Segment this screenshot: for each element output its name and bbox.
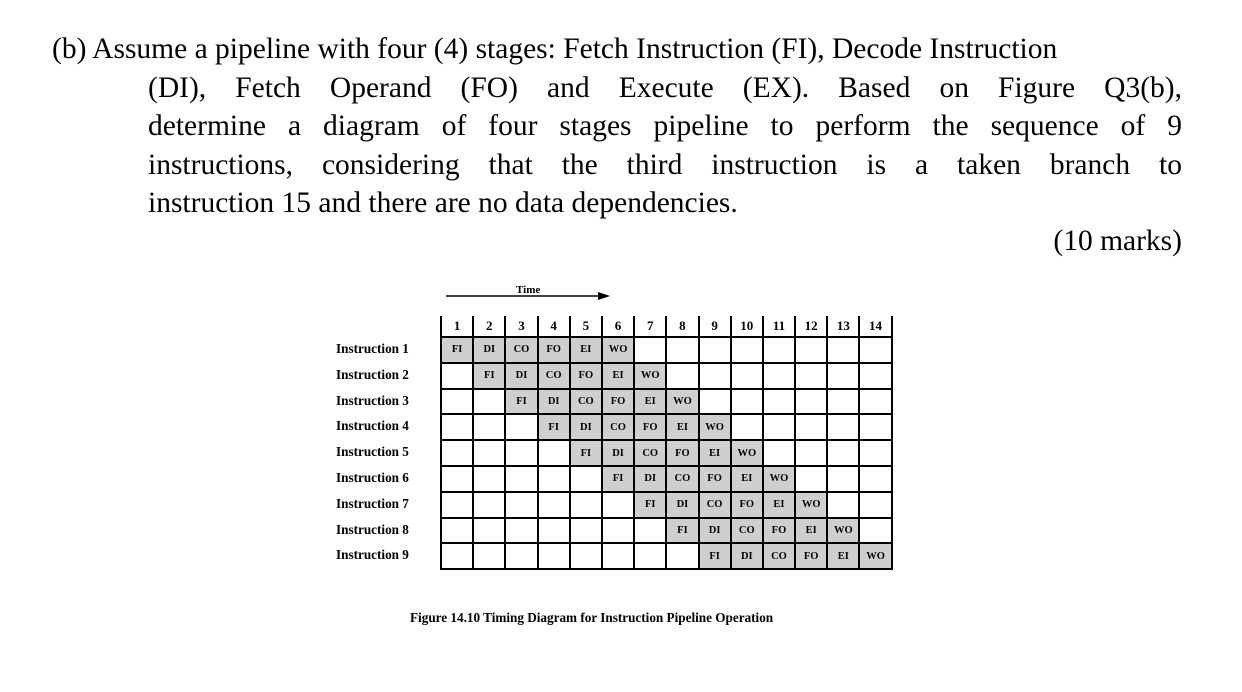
empty-cell xyxy=(763,440,795,466)
time-column-header: 1 xyxy=(441,316,473,337)
empty-cell xyxy=(505,492,537,518)
time-column-header: 13 xyxy=(827,316,859,337)
time-column-header: 11 xyxy=(763,316,795,337)
time-column-header: 5 xyxy=(570,316,602,337)
empty-cell xyxy=(731,389,763,415)
empty-cell xyxy=(538,440,570,466)
empty-cell xyxy=(441,363,473,389)
empty-cell xyxy=(731,414,763,440)
empty-cell xyxy=(795,337,827,363)
row-labels xyxy=(336,338,409,570)
empty-cell xyxy=(795,440,827,466)
stage-cell: CO xyxy=(505,337,537,363)
empty-cell xyxy=(795,389,827,415)
empty-cell xyxy=(827,363,859,389)
empty-cell xyxy=(666,337,698,363)
stage-cell: EI xyxy=(763,492,795,518)
stage-cell: FI xyxy=(602,466,634,492)
time-column-header: 10 xyxy=(731,316,763,337)
empty-cell xyxy=(473,466,505,492)
empty-cell xyxy=(473,543,505,569)
stage-cell: FO xyxy=(795,543,827,569)
empty-cell xyxy=(666,363,698,389)
empty-cell xyxy=(505,543,537,569)
empty-cell xyxy=(570,466,602,492)
empty-cell xyxy=(602,518,634,544)
empty-cell xyxy=(634,543,666,569)
empty-cell xyxy=(441,543,473,569)
figure-caption: Figure 14.10 Timing Diagram for Instruction Pipeline Operation xyxy=(410,610,774,625)
stage-cell: CO xyxy=(763,543,795,569)
empty-cell xyxy=(699,363,731,389)
empty-cell xyxy=(731,363,763,389)
empty-cell xyxy=(634,337,666,363)
instruction-label: Instruction 1 xyxy=(336,341,409,356)
empty-cell xyxy=(473,414,505,440)
stage-cell: CO xyxy=(731,518,763,544)
empty-cell xyxy=(473,492,505,518)
time-column-header: 9 xyxy=(699,316,731,337)
stage-cell: FI xyxy=(538,414,570,440)
empty-cell xyxy=(538,543,570,569)
empty-cell xyxy=(763,363,795,389)
empty-cell xyxy=(441,440,473,466)
empty-cell xyxy=(795,466,827,492)
stage-cell: FI xyxy=(570,440,602,466)
time-column-header: 4 xyxy=(538,316,570,337)
pipeline-timing-table xyxy=(440,316,893,570)
empty-cell xyxy=(859,518,891,544)
stage-cell: FO xyxy=(731,492,763,518)
stage-cell: FI xyxy=(666,518,698,544)
stage-cell: FI xyxy=(634,492,666,518)
stage-cell: DI xyxy=(634,466,666,492)
empty-cell xyxy=(859,492,891,518)
instruction-row xyxy=(441,492,892,518)
time-column-header: 2 xyxy=(473,316,505,337)
stage-cell: FO xyxy=(634,414,666,440)
stage-cell: WO xyxy=(827,518,859,544)
empty-cell xyxy=(699,337,731,363)
question-line-3: determine a diagram of four stages pipeline to perform the sequence of 9 xyxy=(148,110,1182,142)
empty-cell xyxy=(570,518,602,544)
stage-cell: FO xyxy=(763,518,795,544)
empty-cell xyxy=(859,414,891,440)
instruction-row xyxy=(441,466,892,492)
stage-cell: CO xyxy=(666,466,698,492)
stage-cell: DI xyxy=(473,337,505,363)
empty-cell xyxy=(859,363,891,389)
time-arrow-icon xyxy=(446,290,610,302)
stage-cell: FI xyxy=(699,543,731,569)
time-column-header: 8 xyxy=(666,316,698,337)
stage-cell: FO xyxy=(570,363,602,389)
empty-cell xyxy=(634,518,666,544)
instruction-row xyxy=(441,337,892,363)
stage-cell: EI xyxy=(602,363,634,389)
stage-cell: WO xyxy=(859,543,891,569)
instruction-label: Instruction 8 xyxy=(336,521,409,537)
stage-cell: DI xyxy=(602,440,634,466)
stage-cell: DI xyxy=(666,492,698,518)
stage-cell: WO xyxy=(634,363,666,389)
empty-cell xyxy=(441,414,473,440)
empty-cell xyxy=(699,389,731,415)
question-line-1: (b) Assume a pipeline with four (4) stages: Fetch Instruction (FI), Decode Instruction xyxy=(52,33,1058,65)
time-label: Time xyxy=(516,284,541,296)
empty-cell xyxy=(827,414,859,440)
stage-cell: EI xyxy=(570,337,602,363)
instruction-label: Instruction 5 xyxy=(336,444,409,460)
instruction-label: Instruction 6 xyxy=(336,469,409,485)
empty-cell xyxy=(441,518,473,544)
stage-cell: FO xyxy=(666,440,698,466)
instruction-label: Instruction 3 xyxy=(336,392,409,408)
stage-cell: CO xyxy=(602,414,634,440)
instruction-row xyxy=(441,440,892,466)
stage-cell: WO xyxy=(795,492,827,518)
stage-cell: FO xyxy=(538,337,570,363)
stage-cell: WO xyxy=(699,414,731,440)
stage-cell: FI xyxy=(473,363,505,389)
empty-cell xyxy=(827,337,859,363)
stage-cell: WO xyxy=(731,440,763,466)
empty-cell xyxy=(859,466,891,492)
empty-cell xyxy=(731,337,763,363)
empty-cell xyxy=(763,414,795,440)
stage-cell: DI xyxy=(505,363,537,389)
stage-cell: FI xyxy=(505,389,537,415)
instruction-label: Instruction 2 xyxy=(336,366,409,382)
stage-cell: DI xyxy=(699,518,731,544)
stage-cell: DI xyxy=(570,414,602,440)
marks-label: (10 marks) xyxy=(1053,225,1182,257)
time-header-row xyxy=(441,316,892,337)
question-line-2: (DI), Fetch Operand (FO) and Execute (EX). Based on Figure Q3(b), xyxy=(148,71,1182,104)
time-column-header: 12 xyxy=(795,316,827,337)
stage-cell: EI xyxy=(634,389,666,415)
empty-cell xyxy=(473,389,505,415)
empty-cell xyxy=(827,440,859,466)
empty-cell xyxy=(538,518,570,544)
empty-cell xyxy=(505,466,537,492)
empty-cell xyxy=(505,518,537,544)
stage-cell: CO xyxy=(538,363,570,389)
empty-cell xyxy=(827,389,859,415)
stage-cell: CO xyxy=(634,440,666,466)
stage-cell: FO xyxy=(602,389,634,415)
empty-cell xyxy=(827,466,859,492)
empty-cell xyxy=(763,337,795,363)
question-label: (b) xyxy=(52,33,87,65)
time-column-header: 14 xyxy=(859,316,891,337)
stage-cell: EI xyxy=(699,440,731,466)
empty-cell xyxy=(538,492,570,518)
empty-cell xyxy=(570,543,602,569)
empty-cell xyxy=(505,414,537,440)
empty-cell xyxy=(473,518,505,544)
time-column-header: 7 xyxy=(634,316,666,337)
instruction-row xyxy=(441,543,892,569)
instruction-row xyxy=(441,518,892,544)
instruction-label: Instruction 9 xyxy=(336,547,409,563)
stage-cell: EI xyxy=(731,466,763,492)
empty-cell xyxy=(795,363,827,389)
time-column-header: 3 xyxy=(505,316,537,337)
empty-cell xyxy=(538,466,570,492)
empty-cell xyxy=(666,543,698,569)
instruction-label: Instruction 4 xyxy=(336,418,409,434)
instruction-row xyxy=(441,363,892,389)
empty-cell xyxy=(441,492,473,518)
empty-cell xyxy=(859,440,891,466)
stage-cell: FI xyxy=(441,337,473,363)
instruction-label: Instruction 7 xyxy=(336,495,409,511)
stage-cell: DI xyxy=(538,389,570,415)
stage-cell: DI xyxy=(731,543,763,569)
instruction-row xyxy=(441,414,892,440)
question-line-4: instructions, considering that the third instruction is a taken branch to xyxy=(148,148,1182,181)
stage-cell: WO xyxy=(763,466,795,492)
empty-cell xyxy=(505,440,537,466)
empty-cell xyxy=(441,389,473,415)
empty-cell xyxy=(763,389,795,415)
empty-cell xyxy=(441,466,473,492)
empty-cell xyxy=(859,389,891,415)
stage-cell: EI xyxy=(795,518,827,544)
empty-cell xyxy=(602,543,634,569)
empty-cell xyxy=(827,492,859,518)
empty-cell xyxy=(602,492,634,518)
question-text xyxy=(52,30,1182,223)
instruction-row xyxy=(441,389,892,415)
stage-cell: FO xyxy=(699,466,731,492)
stage-cell: CO xyxy=(699,492,731,518)
stage-cell: CO xyxy=(570,389,602,415)
stage-cell: WO xyxy=(666,389,698,415)
empty-cell xyxy=(473,440,505,466)
empty-cell xyxy=(795,414,827,440)
stage-cell: EI xyxy=(666,414,698,440)
time-column-header: 6 xyxy=(602,316,634,337)
empty-cell xyxy=(570,492,602,518)
question-body xyxy=(148,69,1182,223)
question-line-5: instruction 15 and there are no data dependencies. xyxy=(148,187,738,219)
stage-cell: EI xyxy=(827,543,859,569)
stage-cell: WO xyxy=(602,337,634,363)
empty-cell xyxy=(859,337,891,363)
